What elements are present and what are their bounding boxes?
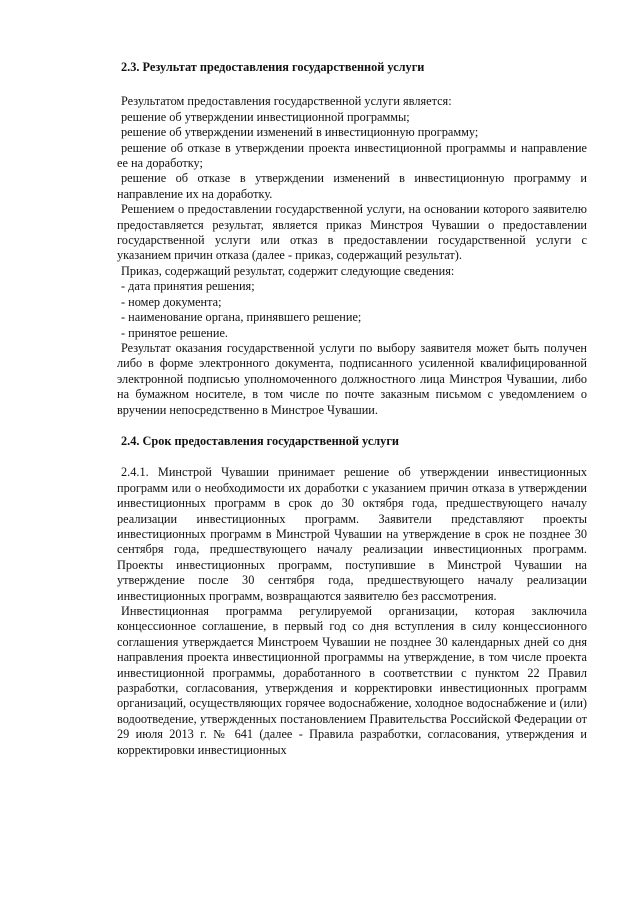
paragraph: решение об утверждении инвестиционной программы; <box>121 109 410 124</box>
document-body <box>117 60 587 758</box>
section-heading: 2.3. Результат предоставления государственной услуги <box>121 60 425 74</box>
paragraph: решение об утверждении изменений в инвестиционную программу; <box>121 125 479 140</box>
paragraph: Инвестиционная программа регулируемой организации, которая заключила концессионное соглашение, в первый год со дня вступления в силу концессионного соглашения утверждается Минстроем Чувашии не позднее 30 календарных дней со дня направления проекта инвестиционной программы на утверждение, в том числе проекта инвестиционной программы, доработанного в соответствии с пунктом 22 Правил разработки, согласования, утверждения и корректировки инвестиционных программ организаций, осуществляющих горячее водоснабжение, холодное водоснабжение и (или) водоотведение, утвержденных постановлением Правительства Российской Федерации от 29 июля 2013 г. № 641 (далее - Правила разработки, согласования, утверждения и корректировки инвестиционных <box>117 604 587 757</box>
paragraph: Приказ, содержащий результат, содержит следующие сведения: <box>121 263 455 278</box>
section-body <box>117 94 587 418</box>
section-heading: 2.4. Срок предоставления государственной услуги <box>121 433 399 448</box>
paragraph: решение об отказе в утверждении проекта инвестиционной программы и направление ее на доработку; <box>117 140 587 171</box>
paragraph: Решением о предоставлении государственной услуги, на основании которого заявителю предоставляется результат, является приказ Минстроя Чувашии о предоставлении государственной услуги или отказ в предоставлении государственной услуги с указанием причин отказа (далее - приказ, содержащий результат). <box>117 202 587 263</box>
paragraph: решение об отказе в утверждении изменений в инвестиционную программу и направление их на доработку. <box>117 171 587 201</box>
paragraph: 2.4.1. Минстрой Чувашии принимает решение об утверждении инвестиционных программ или о необходимости их доработки с указанием причин отказа в утверждении инвестиционных программ в срок до 30 октября года, предшествующего началу реализации инвестиционных программ. Заявители представляют проекты инвестиционных программ в Минстрой Чувашии на утверждение в срок не позднее 30 сентября года, предшествующего началу реализации инвестиционных программ. Проекты инвестиционных программ, поступившие в Минстрой Чувашии на утверждение после 30 сентября года, предшествующего началу реализации инвестиционных программ, возвращаются заявителю без рассмотрения. <box>117 465 587 603</box>
list-item: - наименование органа, принявшего решение; <box>121 310 362 325</box>
section-body <box>117 465 587 758</box>
list-item: - дата принятия решения; <box>121 279 255 294</box>
list-item: - принятое решение. <box>121 325 228 340</box>
paragraph: Результат оказания государственной услуги по выбору заявителя может быть получен либо в форме электронного документа, подписанного усиленной квалифицированной электронной подписью уполномоченного должностного лица Минстроя Чувашии, либо на бумажном носителе, в том числе по почте заказным письмом с уведомлением о вручении непосредственно в Минстрое Чувашии. <box>117 340 587 417</box>
paragraph: Результатом предоставления государственной услуги является: <box>121 94 452 109</box>
list-item: - номер документа; <box>121 294 222 309</box>
